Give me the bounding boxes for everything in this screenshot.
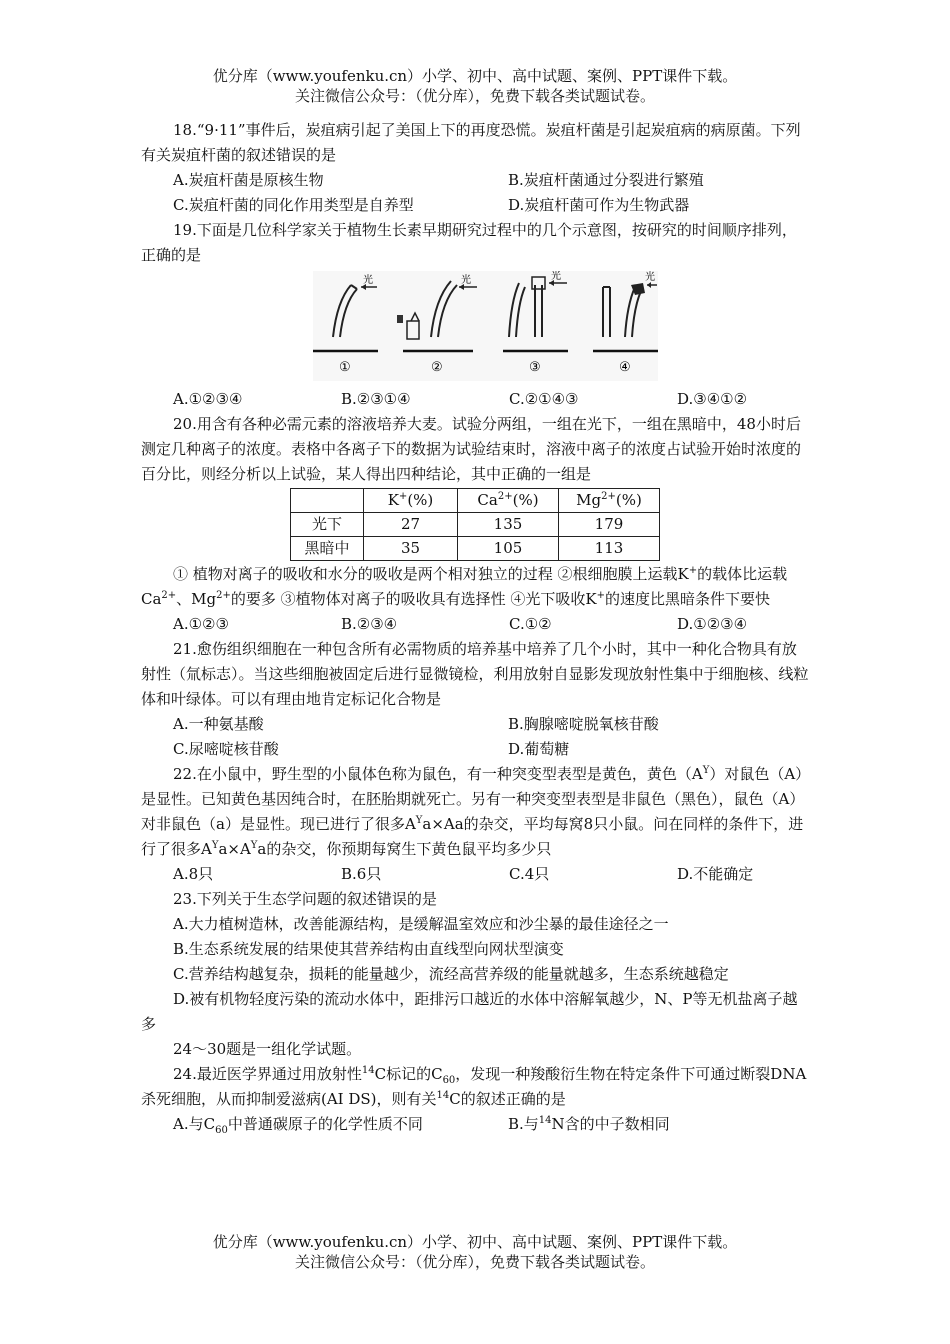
q18-option-c: C.炭疽杆菌的同化作用类型是自养型 bbox=[173, 196, 414, 214]
figure-label-4: ④ bbox=[619, 360, 631, 375]
light-label-2: 光 bbox=[461, 275, 471, 286]
col-header-ca: $Ca^{2+}(\%)$ bbox=[458, 489, 559, 513]
page-header bbox=[0, 66, 950, 106]
q23-stem: 23.下列关于生态学问题的叙述错误的是 bbox=[173, 890, 437, 908]
q21-option-a: A.一种氨基酸 bbox=[173, 715, 264, 733]
coleoptile-2-left bbox=[431, 281, 451, 337]
table-row bbox=[291, 537, 660, 561]
phototropism-diagram bbox=[313, 271, 658, 381]
q20-option-b: B.②③④ bbox=[341, 615, 398, 633]
q23-option-c: C.营养结构越复杂，损耗的能量越少，流经高营养级的能量就越多，生态系统越稳定 bbox=[173, 965, 729, 983]
q20-stem: 20.用含有各种必需元素的溶液培养大麦。试验分两组，一组在光下，一组在黑暗中，48小时后测定几种离子的浓度。表格中各离子下的数据为试验结束时，溶液中离子的浓度占试验开始时浓度的百分比，则经分析以上试验，某人得出四种结论，其中正确的一组是 bbox=[141, 415, 802, 483]
q21-options-row1 bbox=[141, 712, 811, 737]
opaque-cap bbox=[532, 277, 545, 289]
table-row bbox=[291, 513, 660, 537]
q19-options bbox=[141, 387, 811, 412]
cell-value: 179 bbox=[559, 513, 660, 537]
q23-option-a: A.大力植树造林，改善能源结构，是缓解温室效应和沙尘暴的最佳途径之一 bbox=[173, 915, 669, 933]
cell-value: 105 bbox=[458, 537, 559, 561]
q23-option-d: D.被有机物轻度污染的流动水体中，距排污口越近的水体中溶解氧越少，N、P等无机盐离子越多 bbox=[141, 990, 798, 1033]
footer-line-1: 优分库（www.youfenku.cn）小学、初中、高中试题、案例、PPT课件下载。 bbox=[212, 1233, 738, 1251]
coleoptile-1-tip bbox=[351, 285, 357, 289]
q22-options bbox=[141, 862, 811, 887]
q18-stem: 18.“9·11”事件后，炭疽病引起了美国上下的再度恐慌。炭疽杆菌是引起炭疽病的病原菌。下列有关炭疽杆菌的叙述错误的是 bbox=[141, 121, 801, 164]
q18-option-d: D.炭疽杆菌可作为生物武器 bbox=[508, 196, 690, 214]
table-corner-cell bbox=[291, 489, 364, 513]
q22-option-d: D.不能确定 bbox=[677, 865, 754, 883]
q22-option-a: A.8只 bbox=[173, 865, 214, 883]
q18-option-a: A.炭疽杆菌是原核生物 bbox=[173, 171, 324, 189]
row-label: 黑暗中 bbox=[291, 537, 364, 561]
ion-concentration-table bbox=[290, 488, 660, 561]
row-label: 光下 bbox=[291, 513, 364, 537]
exam-page bbox=[141, 118, 811, 1137]
coleoptile-3a-right bbox=[516, 287, 525, 337]
q20-statements: ① 植物对离子的吸收和水分的吸收是两个相对独立的过程 ②根细胞膜上运载K+的载体比运载$Ca^{2+}$、$Mg^{2+}$的要多 ③植物体对离子的吸收具有选择性 ④光下吸收K+的速度比黑暗条件下要快 bbox=[141, 565, 788, 608]
page-footer bbox=[0, 1232, 950, 1272]
cell-value: 27 bbox=[364, 513, 458, 537]
q20-option-a: A.①②③ bbox=[173, 615, 229, 633]
q18-options-row1 bbox=[141, 168, 811, 193]
header-line-2: 关注微信公众号：（优分库），免费下载各类试题试卷。 bbox=[294, 87, 655, 105]
q21-option-b: B.胸腺嘧啶脱氧核苷酸 bbox=[508, 715, 659, 733]
q19-stem: 19.下面是几位科学家关于植物生长素早期研究过程中的几个示意图，按研究的时间顺序排列，正确的是 bbox=[141, 221, 797, 264]
q20-options bbox=[141, 612, 811, 637]
q19-option-d: D.③④①② bbox=[677, 390, 748, 408]
chemistry-note: 24～30题是一组化学试题。 bbox=[173, 1040, 362, 1058]
q20-option-d: D.①②③④ bbox=[677, 615, 748, 633]
footer-line-2: 关注微信公众号：（优分库），免费下载各类试题试卷。 bbox=[294, 1253, 655, 1271]
q21-stem: 21.愈伤组织细胞在一种包含所有必需物质的培养基中培养了几个小时，其中一种化合物具有放射性（氚标志）。当这些细胞被固定后进行显微镜检，利用放射自显影发现放射性集中于细胞核、线粒体和叶绿体。可以有理由地肯定标记化合物是 bbox=[141, 640, 809, 708]
q21-option-c: C.尿嘧啶核苷酸 bbox=[173, 740, 279, 758]
light-label-4: 光 bbox=[645, 272, 655, 283]
q19-figure bbox=[313, 271, 658, 381]
q19-option-a: A.①②③④ bbox=[173, 390, 243, 408]
q23-option-b: B.生态系统发展的结果使其营养结构由直线型向网状型演变 bbox=[173, 940, 564, 958]
q24-option-b: B.与$^{14}$N含的中子数相同 bbox=[508, 1115, 670, 1133]
cut-tip bbox=[411, 313, 419, 321]
table-header-row bbox=[291, 489, 660, 513]
light-label-3: 光 bbox=[551, 271, 561, 282]
q18-options-row2 bbox=[141, 193, 811, 218]
figure-label-1: ① bbox=[339, 360, 351, 375]
cell-value: 35 bbox=[364, 537, 458, 561]
col-header-k: K+(%) bbox=[364, 489, 458, 513]
cell-value: 113 bbox=[559, 537, 660, 561]
agar-block bbox=[407, 321, 419, 339]
col-header-mg: $Mg^{2+}(\%)$ bbox=[559, 489, 660, 513]
q24-options bbox=[141, 1112, 811, 1137]
q22-stem: 22.在小鼠中，野生型的小鼠体色称为鼠色，有一种突变型表型是黄色，黄色$(A^Y)$对鼠色（A）是显性。已知黄色基因纯合时，在胚胎期就死亡。另有一种突变型表型是非鼠色（黑色），鼠色（A）对非鼠色（a）是显性。现已进行了很多$A^Ya\times Aa$的杂交，平均每窝8只小鼠。问在同样的条件下，进行了很多$A^Ya\times A^Ya$的杂交，你预期每窝生下黄色鼠平均多少只 bbox=[141, 765, 811, 858]
q19-option-c: C.②①④③ bbox=[509, 390, 579, 408]
cell-value: 135 bbox=[458, 513, 559, 537]
figure-label-3: ③ bbox=[529, 360, 541, 375]
q24-stem: 24.最近医学界通过用放射性$^{14}$C标记的$C_{60}$，发现一种羧酸衍生物在特定条件下可通过断裂DNA杀死细胞，从而抑制爱滋病(AI DS)，则有关$^{14}$C的叙述正确的是 bbox=[141, 1065, 807, 1108]
figure-label-2: ② bbox=[431, 360, 443, 375]
q22-option-b: B.6只 bbox=[341, 865, 382, 883]
coleoptile-4b-right bbox=[632, 291, 641, 337]
q21-option-d: D.葡萄糖 bbox=[508, 740, 570, 758]
q22-option-c: C.4只 bbox=[509, 865, 550, 883]
q19-option-b: B.②③①④ bbox=[341, 390, 411, 408]
light-label-1: 光 bbox=[363, 275, 373, 286]
tip-piece bbox=[397, 315, 403, 323]
q18-option-b: B.炭疽杆菌通过分裂进行繁殖 bbox=[508, 171, 704, 189]
q24-option-a: A.与$C_{60}$中普通碳原子的化学性质不同 bbox=[173, 1115, 423, 1136]
coleoptile-2-right bbox=[438, 285, 457, 337]
q20-option-c: C.①② bbox=[509, 615, 552, 633]
header-line-1: 优分库（www.youfenku.cn）小学、初中、高中试题、案例、PPT课件下载。 bbox=[212, 67, 738, 85]
q21-options-row2 bbox=[141, 737, 811, 762]
